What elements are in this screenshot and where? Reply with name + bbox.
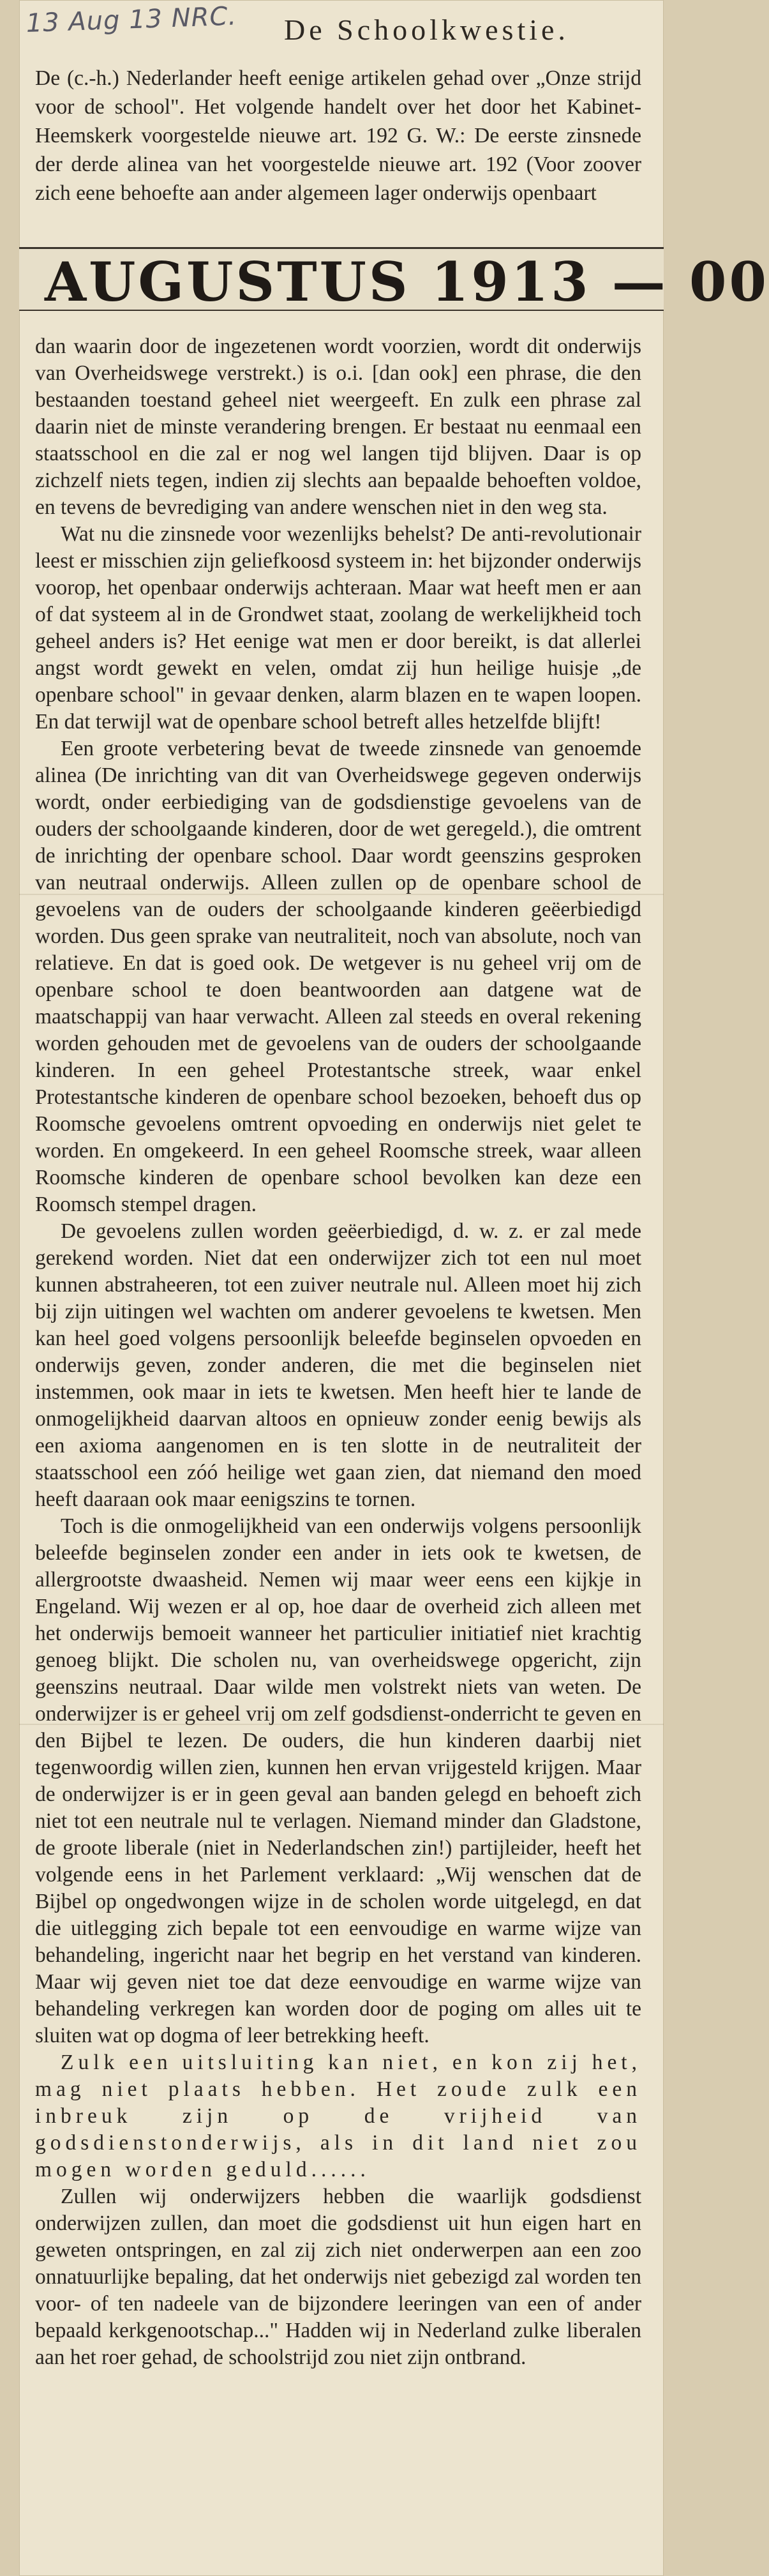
article-title: De Schoolkwestie. bbox=[284, 13, 569, 46]
body-paragraph-5: Toch is die onmogelijkheid van een onderwijs volgens persoonlijk beleefde beginselen zonder een ander in iets ook te kwetsen, de allergrootste dwaasheid. Nemen wij maar weer eens een kijkje in Engeland. Wij wezen er al op, hoe daar de overheid zich alleen met het onderwijs bemoeit wanneer het particulier initiatief niet krachtig genoeg blijkt. Die scholen nu, van overheidswege opgericht, zijn geenszins neutraal. Daar wilde men volstrekt niets van weten. De onderwijzer is er geheel vrij om zelf godsdienst-onderricht te geven en den Bijbel te lezen. De ouders, die hun kinderen daarbij niet tegenwoordig willen zien, kunnen hen ervan vrijgesteld krijgen. Maar de onderwijzer is er in geen geval aan banden gelegd en behoeft zich niet tot een neutrale nul te verlagen. Niemand minder dan Gladstone, de groote liberale (niet in Nederlandschen zin!) partijleider, heeft het volgende eens in het Parlement verklaard: „Wij wenschen dat de Bijbel op ongedwongen wijze in de scholen worde uitgelegd, en dat die uitlegging zich bepale tot een eenvoudige en warme wijze van behandeling, ingericht naar het begrip en het verstand van kinderen. Maar wij geven niet toe dat deze eenvoudige en warme wijze van behandeling verkregen kan worden door de poging om alles uit te sluiten wat op dogma of leer betrekking heeft. bbox=[35, 1514, 641, 2047]
body-paragraph-6: Zulk een uitsluiting kan niet, en kon zij het, mag niet plaats hebben. Het zoude zulk een inbreuk zijn op de vrijheid van godsdienstonderwijs, als in dit land niet zou mogen worden geduld...... bbox=[35, 2051, 641, 2181]
date-band bbox=[19, 247, 769, 313]
paper-fold-line bbox=[19, 1724, 664, 1725]
paper-fold-line bbox=[19, 894, 664, 895]
article-body bbox=[35, 333, 641, 2371]
lead-paragraph: De (c.-h.) Nederlander heeft eenige artikelen gehad over „Onze strijd voor de school". Het volgende handelt over het door het Kabinet-Heemskerk voorgestelde nieuwe art. 192 G. W.: De eerste zinsnede der derde alinea van het voorgestelde nieuwe art. 192 (Voor zoover zich eene behoefte aan ander algemeen lager onderwijs openbaart bbox=[35, 66, 641, 205]
handwritten-annotation: 13 Aug 13 NRC. bbox=[26, 1, 237, 38]
date-band-text: AUGUSTUS 1913 — 00 bbox=[45, 250, 769, 313]
body-paragraph-3: Een groote verbetering bevat de tweede zinsnede van genoemde alinea (De inrichting van dit van Overheidswege gegeven onderwijs wordt, onder eerbiediging van de godsdienstige gevoelens van de ouders der schoolgaande kinderen, door de wet geregeld.), die omtrent de inrichting der openbare school. Daar wordt geenszins gesproken van neutraal onderwijs. Alleen zullen op de openbare school de gevoelens van de ouders der schoolgaande kinderen geëerbiedigd worden. Dus geen sprake van neutraliteit, noch van absolute, noch van relatieve. En dat is goed ook. De wetgever is nu geheel vrij om de openbare school te doen beantwoorden aan datgene wat de maatschappij van haar verwacht. Alleen zal steeds en overal rekening worden gehouden met de gevoelens van de ouders der schoolgaande kinderen. In een geheel Protestantsche streek, waar enkel Protestantsche kinderen de openbare school bezoeken, behoeft dus op Roomsche gevoelens omtrent opvoeding en onderwijs niet gelet te worden. En omgekeerd. In een geheel Roomsche streek, waar alleen Roomsche kinderen de openbare school bevolken kan deze een Roomsch stempel dragen. bbox=[35, 737, 641, 1216]
body-paragraph-2: Wat nu die zinsnede voor wezenlijks behelst? De anti-revolutionair leest er misschien zijn geliefkoosd systeem in: het bijzonder onderwijs voorop, het openbaar onderwijs achteraan. Maar wat heeft men er aan of dat systeem al in de Grondwet staat, zoolang de werkelijkheid toch geheel anders is? Het eenige wat men er door bereikt, is dat allerlei angst wordt gewekt en velen, omdat zij hun heilige huisje „de openbare school" in gevaar denken, alarm blazen en te wapen loopen. En dat terwijl wat de openbare school betreft alles hetzelfde blijft! bbox=[35, 522, 641, 734]
lead-paragraph-block bbox=[35, 64, 641, 207]
body-paragraph-7: Zullen wij onderwijzers hebben die waarlijk godsdienst onderwijzen zullen, dan moet die godsdienst uit hun eigen hart en geweten ontspringen, en zal zij zich niet onderwerpen aan een zoo onnatuurlijke bepaling, dat het onderwijs niet gebezigd zal worden ten voor- of ten nadeele van de bijzondere leeringen van een of ander bepaald kerkgenootschap..." Hadden wij in Nederland zulke liberalen aan het roer gehad, de schoolstrijd zou niet zijn ontbrand. bbox=[35, 2185, 641, 2369]
body-paragraph-1: dan waarin door de ingezetenen wordt voorzien, wordt dit onderwijs van Overheidswege verstrekt.) is o.i. [dan ook] een phrase, die den bestaanden toestand geheel niet weergeeft. En zulk een phrase zal daarin niet de minste verandering brengen. Er bestaat nu eenmaal een staatsschool en die zal er nog wel langen tijd blijven. Daar is op zichzelf niets tegen, indien zij slechts aan bepaalde behoeften voldoe, en tevens de bevrediging van andere wenschen niet in den weg sta. bbox=[35, 335, 641, 519]
body-paragraph-4: De gevoelens zullen worden geëerbiedigd, d. w. z. er zal mede gerekend worden. Niet dat een onderwijzer zich tot een nul moet kunnen abstraheeren, tot een zuiver neutrale nul. Alleen moet hij zich bij zijn uitingen wel wachten om anderer gevoelens te kwetsen. Men kan heel goed volgens persoonlijk beleefde beginselen opvoeden en onderwijs geven, zonder anderen, die met die beginselen niet instemmen, ook maar in iets te kwetsen. Men heeft hier te lande de onmogelijkheid daarvan altoos en opnieuw zonder eenig bewijs als een axioma aangenomen en is ten slotte in de neutraliteit der staatsschool een zóó heilige wet gaan zien, dat niemand den moed heeft daaraan ook maar eenigszins te tornen. bbox=[35, 1219, 641, 1511]
